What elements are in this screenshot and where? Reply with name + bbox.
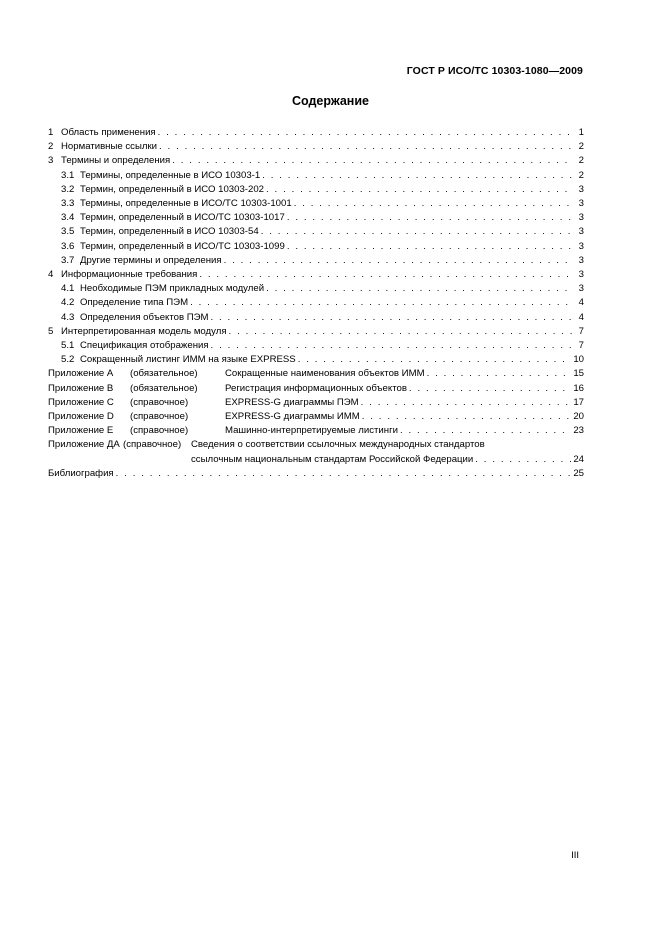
toc-entry-appendix[interactable] bbox=[48, 396, 584, 410]
toc-entry-page: 23 bbox=[573, 425, 584, 437]
toc-entry-page: 3 bbox=[578, 240, 584, 252]
toc-entry-page: 2 bbox=[578, 169, 584, 181]
toc-entry-page: 17 bbox=[573, 396, 584, 408]
toc-entry-number: 1 bbox=[48, 127, 54, 138]
toc-entry-title: Информационные требования bbox=[61, 269, 198, 281]
toc-entry-title: Библиография bbox=[48, 467, 114, 479]
toc-entry-page: 4 bbox=[578, 297, 584, 309]
toc-leader bbox=[294, 197, 574, 211]
toc-entry-number: 3.6 bbox=[61, 240, 75, 252]
toc-entry-title: EXPRESS-G диаграммы ИММ bbox=[225, 411, 360, 423]
toc-entry-title: Машинно-интерпретируемые листинги bbox=[225, 425, 398, 437]
toc-entry-page: 3 bbox=[578, 198, 584, 210]
toc-entry-title: Определения объектов ПЭМ bbox=[80, 311, 209, 323]
toc-entry-title: Термин, определенный в ИСО/ТС 10303-1099 bbox=[80, 240, 285, 252]
toc-leader bbox=[409, 382, 571, 396]
toc-entry[interactable] bbox=[48, 268, 584, 282]
toc-entry[interactable] bbox=[48, 211, 584, 225]
toc-entry[interactable] bbox=[48, 126, 584, 140]
toc-entry-title: Термин, определенный в ИСО/ТС 10303-1017 bbox=[80, 212, 285, 224]
toc-entry-title: Другие термины и определения bbox=[80, 254, 222, 266]
toc-leader bbox=[262, 169, 574, 183]
toc-leader bbox=[190, 297, 574, 311]
toc-entry-appendix[interactable] bbox=[48, 382, 584, 396]
toc-entry-number: Приложение В bbox=[48, 382, 114, 394]
page-number: III bbox=[571, 850, 579, 861]
toc-entry-page: 16 bbox=[573, 382, 584, 394]
toc-entry[interactable] bbox=[48, 311, 584, 325]
toc-entry-title: Область применения bbox=[61, 127, 156, 138]
toc-entry-appendix[interactable] bbox=[48, 410, 584, 424]
toc-entry[interactable] bbox=[48, 169, 584, 183]
toc-entry-title: Сокращенный листинг ИММ на языке EXPRESS bbox=[80, 354, 296, 366]
toc-entry-number: 5 bbox=[48, 325, 54, 337]
toc-entry-page: 24 bbox=[573, 453, 584, 465]
toc-leader bbox=[361, 396, 572, 410]
toc-leader bbox=[287, 211, 574, 225]
toc-entry[interactable] bbox=[48, 225, 584, 239]
toc-entry[interactable] bbox=[48, 197, 584, 211]
toc-entry-page: 3 bbox=[578, 283, 584, 295]
toc-leader bbox=[211, 311, 575, 325]
toc-entry-title-line2: ссылочным национальным стандартам Российской Федерации bbox=[191, 453, 474, 465]
toc-entry-number: 4.1 bbox=[61, 283, 75, 295]
page-title: Содержание bbox=[291, 94, 369, 108]
toc-entry-number: 3.1 bbox=[61, 169, 75, 181]
toc-leader bbox=[298, 353, 572, 367]
toc-entry-page: 3 bbox=[578, 254, 584, 266]
toc-entry-number: 3.4 bbox=[61, 212, 75, 224]
toc-entry-title: Сокращенные наименования объектов ИММ bbox=[225, 368, 425, 380]
toc-entry-number: 3.7 bbox=[61, 254, 75, 266]
toc-leader bbox=[261, 226, 574, 240]
toc-entry-appendix[interactable] bbox=[48, 367, 584, 381]
toc-entry[interactable] bbox=[48, 140, 584, 154]
toc-entry-number: Приложение С bbox=[48, 396, 114, 408]
toc-entry-kind: (справочное) bbox=[130, 411, 189, 423]
toc-entry[interactable] bbox=[48, 296, 584, 310]
toc-entry-kind: (обязательное) bbox=[130, 382, 198, 394]
toc-entry-title: Термин, определенный в ИСО 10303-54 bbox=[80, 226, 259, 238]
toc-entry-number: 4.2 bbox=[61, 297, 75, 309]
toc-entry-title: Нормативные ссылки bbox=[61, 141, 158, 153]
toc-entry[interactable] bbox=[48, 183, 584, 197]
toc-leader bbox=[400, 424, 571, 438]
toc-leader bbox=[229, 325, 574, 339]
toc-entry[interactable] bbox=[48, 353, 584, 367]
toc-entry-number: Приложение E bbox=[48, 425, 114, 437]
toc-entry-number: 5.2 bbox=[61, 354, 75, 366]
toc-leader bbox=[199, 268, 574, 282]
toc-entry-page: 3 bbox=[578, 269, 584, 281]
toc-entry-number: Приложение ДА bbox=[48, 439, 120, 451]
toc-entry[interactable] bbox=[48, 240, 584, 254]
toc-leader bbox=[266, 183, 574, 197]
toc-entry-title: Термины, определенные в ИСО 10303-1 bbox=[80, 169, 261, 181]
toc-entry[interactable] bbox=[48, 339, 584, 353]
toc-entry[interactable] bbox=[48, 325, 584, 339]
toc-leader bbox=[211, 339, 574, 353]
toc-entry[interactable] bbox=[48, 254, 584, 268]
document-code: ГОСТ Р ИСО/ТС 10303-1080—2009 bbox=[406, 65, 583, 77]
toc-entry-page: 4 bbox=[578, 311, 584, 323]
toc-entry-number: Приложение D bbox=[48, 411, 114, 423]
toc-entry-title-line1: Сведения о соответствии ссылочных международных стандартов bbox=[191, 439, 485, 451]
toc-entry-number: 3.5 bbox=[61, 226, 75, 238]
toc-entry-appendix-da[interactable] bbox=[48, 438, 584, 466]
toc-leader bbox=[116, 467, 572, 481]
toc-leader bbox=[159, 140, 574, 154]
toc-entry-page: 7 bbox=[578, 340, 584, 352]
toc-entry-title: Интерпретированная модель модуля bbox=[61, 325, 227, 337]
toc-entry-kind: (обязательное) bbox=[130, 368, 198, 380]
toc-entry-kind: (справочное) bbox=[130, 425, 189, 437]
toc-entry-title: Регистрация информационных объектов bbox=[225, 382, 407, 394]
toc-entry-kind: (справочное) bbox=[130, 396, 189, 408]
toc-entry-appendix[interactable] bbox=[48, 424, 584, 438]
toc-leader bbox=[266, 282, 574, 296]
toc-entry-kind: (справочное) bbox=[123, 439, 182, 451]
toc-entry-title: Необходимые ПЭМ прикладных модулей bbox=[80, 283, 265, 295]
toc-entry-number: 3 bbox=[48, 155, 54, 167]
toc-entry-page: 3 bbox=[578, 212, 584, 224]
toc-entry-title: Спецификация отображения bbox=[80, 340, 209, 352]
toc-leader bbox=[172, 155, 574, 169]
toc-entry[interactable] bbox=[48, 282, 584, 296]
toc-entry-page: 20 bbox=[573, 411, 584, 423]
toc-entry-title: Термины, определенные в ИСО/ТС 10303-1001 bbox=[80, 198, 292, 210]
toc-leader bbox=[287, 240, 574, 254]
toc-entry-page: 15 bbox=[573, 368, 584, 380]
toc-entry-page: 2 bbox=[578, 155, 584, 167]
toc-entry-page: 25 bbox=[573, 467, 584, 479]
toc-entry-page: 10 bbox=[573, 354, 584, 366]
toc-entry-number: 4.3 bbox=[61, 311, 75, 323]
toc-entry-number: 3.3 bbox=[61, 198, 75, 210]
table-of-contents bbox=[48, 126, 584, 481]
toc-entry-page: 1 bbox=[578, 127, 584, 138]
toc-entry-bibliography[interactable] bbox=[48, 467, 584, 481]
toc-entry-number: 5.1 bbox=[61, 340, 75, 352]
toc-leader bbox=[158, 126, 574, 140]
toc-entry-page: 2 bbox=[578, 141, 584, 153]
toc-entry-title: Термин, определенный в ИСО 10303-202 bbox=[80, 183, 265, 195]
toc-entry-page: 3 bbox=[578, 226, 584, 238]
toc-entry-number: Приложение А bbox=[48, 368, 114, 380]
toc-leader bbox=[475, 453, 571, 467]
toc-entry-title: Термины и определения bbox=[61, 155, 171, 167]
toc-leader bbox=[224, 254, 574, 268]
toc-entry-number: 3.2 bbox=[61, 183, 75, 195]
toc-entry-number: 2 bbox=[48, 141, 54, 153]
toc-entry-title: EXPRESS-G диаграммы ПЭМ bbox=[225, 396, 359, 408]
toc-leader bbox=[427, 368, 572, 382]
toc-entry[interactable] bbox=[48, 154, 584, 168]
toc-entry-number: 4 bbox=[48, 269, 54, 281]
toc-entry-page: 3 bbox=[578, 183, 584, 195]
toc-entry-title: Определение типа ПЭМ bbox=[80, 297, 189, 309]
toc-leader bbox=[362, 410, 572, 424]
toc-entry-page: 7 bbox=[578, 325, 584, 337]
